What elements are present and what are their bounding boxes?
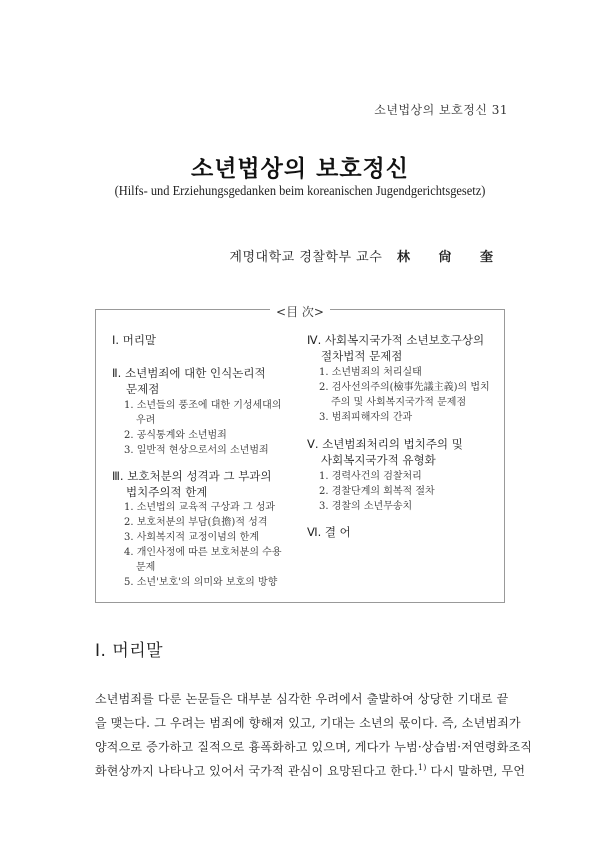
toc-subsection: 2. 검사선의주의(檢事先議主義)의 법치 주의 및 사회복지국가적 문제점 <box>319 382 490 408</box>
toc-subsection: 1. 소년들의 풍조에 대한 기성세대의 우려 <box>124 400 282 426</box>
paper-subtitle: (Hilfs- und Erziehungsgedanken beim koreanischen Jugendgerichtsgesetz) <box>114 183 486 198</box>
section-numeral: Ⅰ. <box>112 333 120 347</box>
section-title: 보호처분의 성격과 그 부과의 <box>127 469 272 483</box>
toc-subsection: 2. 공식통계와 소년범죄 <box>124 430 227 441</box>
toc-subsection: 3. 사회복지적 교정이념의 한계 <box>124 532 259 543</box>
toc-subsection: 3. 경찰의 소년무송치 <box>319 501 413 512</box>
section-heading: Ⅰ. 머리말 <box>95 641 164 661</box>
body-text: 화현상까지 나타나고 있어서 국가적 관심이 요망된다고 한다. <box>95 764 418 778</box>
section-numeral: Ⅳ. <box>307 333 322 347</box>
toc-heading: <目 次> <box>270 305 330 319</box>
author-affiliation: 계명대학교 경찰학부 교수 <box>229 250 383 265</box>
toc-subsection: 3. 일반적 현상으로서의 소년범죄 <box>124 445 269 456</box>
toc-subsection: 3. 범죄피해자의 간과 <box>319 412 413 423</box>
body-line: 소년범죄를 다룬 논문들은 대부분 심각한 우려에서 출발하여 상당한 기대로 끝 <box>95 692 509 706</box>
toc-subsection: 1. 소년범죄의 처리실태 <box>319 367 422 378</box>
toc-section-1 <box>112 332 156 348</box>
section-numeral: Ⅵ. <box>307 525 322 539</box>
section-title: 소년범죄에 대한 인식논리적 <box>124 366 266 380</box>
section-numeral: Ⅱ. <box>112 366 122 380</box>
toc-heading-wrap <box>96 301 504 320</box>
toc-subsection: 5. 소년'보호'의 의미와 보호의 방향 <box>124 577 278 588</box>
body-line: 양적으로 증가하고 질적으로 흉폭화하고 있으며, 게다가 누범·상습범·저연령화조직 <box>95 740 533 754</box>
toc-subsection: 2. 경찰단계의 회복적 절차 <box>319 486 435 497</box>
toc-section-3 <box>112 468 272 500</box>
toc-subsection: 2. 보호처분의 부담(負擔)적 성격 <box>124 517 268 528</box>
toc-subsection: 1. 소년법의 교육적 구상과 그 성과 <box>124 502 276 513</box>
section-title-cont: 절차법적 문제점 <box>321 349 403 363</box>
body-text: 다시 말하면, 무언 <box>426 764 526 778</box>
body-line <box>95 762 526 779</box>
section-numeral: Ⅲ. <box>112 469 124 483</box>
toc-section-5 <box>307 436 463 468</box>
author-line <box>229 246 505 265</box>
section-title: 결 어 <box>324 525 351 539</box>
section-title-cont: 문제점 <box>126 382 160 396</box>
section-title-cont: 사회복지국가적 유형화 <box>321 453 436 467</box>
section-title: 사회복지국가적 소년보호구상의 <box>324 333 485 347</box>
section-title-cont: 법치주의적 한계 <box>126 485 208 499</box>
paper-title: 소년법상의 보호정신 <box>191 155 409 182</box>
author-name: 林 尙 奎 <box>396 250 505 265</box>
section-numeral: Ⅴ. <box>307 437 319 451</box>
toc-section-4 <box>307 332 484 364</box>
table-of-contents <box>95 305 505 603</box>
toc-section-6 <box>307 524 351 540</box>
running-header: 소년법상의 보호정신 31 <box>374 103 508 117</box>
section-title: 소년범죄처리의 법치주의 및 <box>322 437 463 451</box>
body-line: 을 맺는다. 그 우려는 범죄에 향해져 있고, 기대는 소년의 몫이다. 즉, 소년범죄가 <box>95 716 521 730</box>
toc-section-2 <box>112 365 266 397</box>
toc-subsection: 1. 경력사건의 검찰처리 <box>319 471 422 482</box>
section-title: 머리말 <box>122 333 157 347</box>
toc-subsection: 4. 개인사정에 따른 보호처분의 수용 문제 <box>124 547 282 573</box>
footnote-marker[interactable]: 1) <box>417 763 427 772</box>
